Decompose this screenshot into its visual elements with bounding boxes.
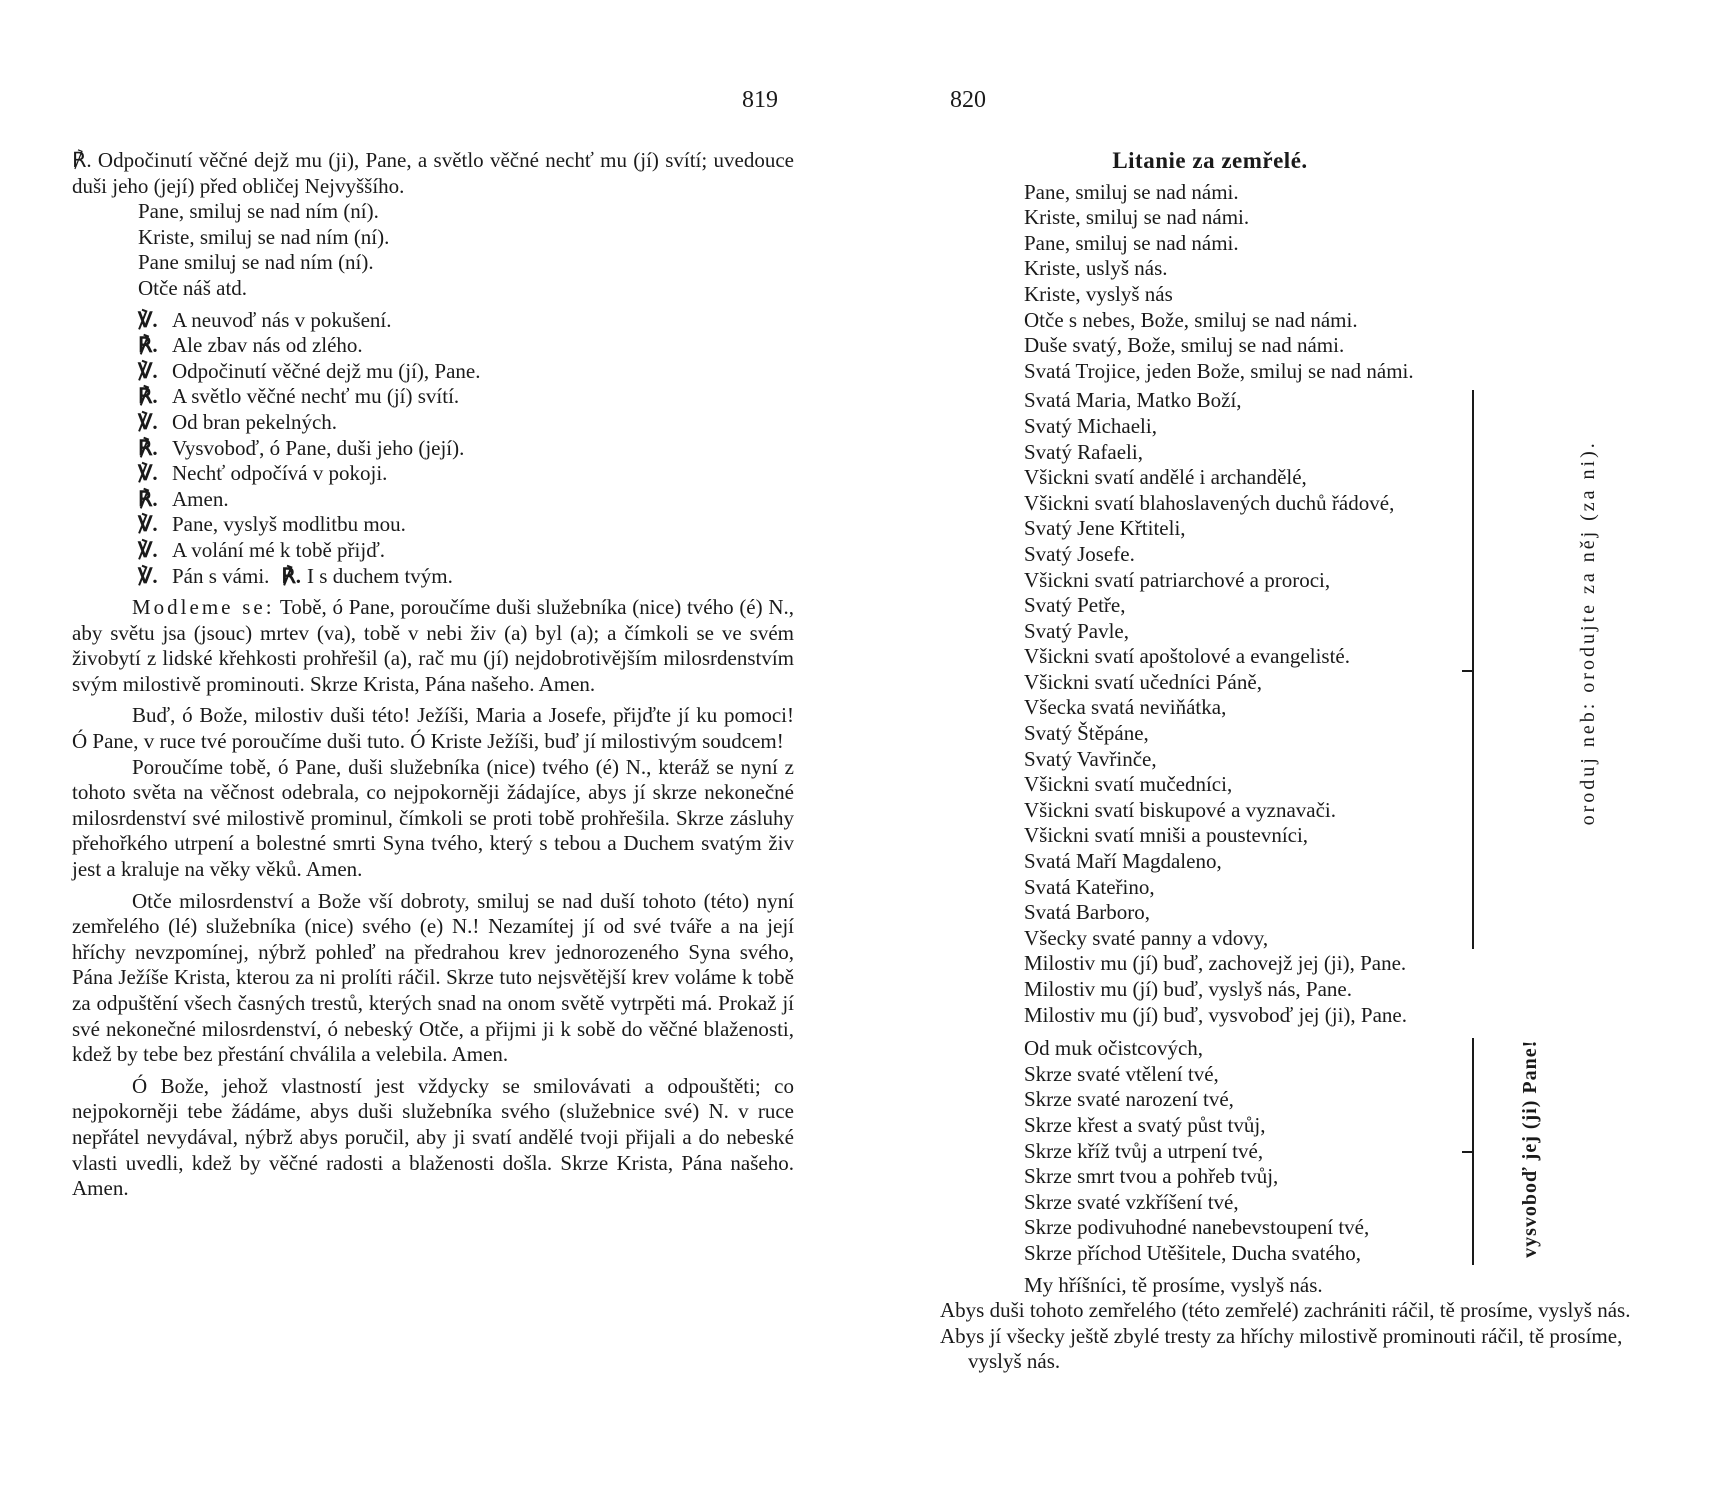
liberate-line: Skrze smrt tvou a pohřeb tvůj, — [1024, 1164, 1279, 1189]
saint-line: Všickni svatí patriarchové a proroci, — [1024, 567, 1331, 592]
liberate-line: Skrze svaté narození tvé, — [1024, 1087, 1234, 1112]
saint-line: Všecky svaté panny a vdovy, — [1024, 925, 1269, 950]
litany-line: Kriste, uslyš nás. — [1024, 256, 1168, 281]
liberate-line: Skrze podivuhodné nanebevstoupení tvé, — [1024, 1215, 1370, 1240]
litany-line: Otče s nebes, Bože, smiluj se nad námi. — [1024, 307, 1358, 332]
page-number-left: 819 — [742, 87, 778, 113]
versicle-symbol: ℟. — [138, 435, 158, 460]
liberate-line: Skrze svaté vzkříšení tvé, — [1024, 1189, 1239, 1214]
versicle-list — [138, 308, 794, 590]
saints-response: oroduj neb: orodujte za něj (za ni). — [1577, 440, 1600, 826]
versicle — [138, 410, 794, 436]
versicle-symbol: ℟. — [138, 486, 158, 511]
saint-line: Všickni svatí apoštolové a evangelisté. — [1024, 644, 1351, 669]
versicle — [138, 436, 794, 462]
petition-line: Abys duši tohoto zemřelého (této zemřelé) zachrániti ráčil, tě prosíme, vyslyš nás. — [940, 1298, 1631, 1323]
saints-block — [1024, 388, 1660, 951]
versicle-symbol: ℣. — [138, 409, 158, 434]
litany-line: Svatá Trojice, jeden Bože, smiluj se nad námi. — [1024, 358, 1414, 383]
saint-line: Svatý Štěpáne, — [1024, 721, 1149, 746]
versicle-symbol: ℟. — [138, 384, 158, 409]
petition-line: My hříšníci, tě prosíme, vyslyš nás. — [1024, 1272, 1323, 1297]
litany-line: Kriste, smiluj se nad námi. — [1024, 205, 1250, 230]
mercy-line: Milostiv mu (jí) buď, zachovejž jej (ji), Pane. — [1024, 951, 1407, 976]
kyrie-line: Pane smiluj se nad ním (ní). — [138, 250, 374, 275]
saint-line: Svatý Michaeli, — [1024, 413, 1157, 438]
petition-line: Abys jí všecky ještě zbylé tresty za hříchy milostivě prominouti ráčil, tě prosíme, vyslyš nás. — [940, 1323, 1623, 1374]
versicle — [138, 333, 794, 359]
liberate-line: Skrze příchod Utěšitele, Ducha svatého, — [1024, 1240, 1362, 1265]
versicle-text: A volání mé k tobě přijď. — [172, 537, 386, 562]
versicle-symbol: ℣. — [138, 307, 158, 332]
liberate-line: Skrze svaté vtělení tvé, — [1024, 1061, 1219, 1086]
saint-line: Svatý Jene Křtiteli, — [1024, 516, 1186, 541]
prayer-paragraph: Otče milosrdenství a Bože vší dobroty, smiluj se nad duší tohoto (této) nyní zemřelého (lé) služebníka (nice) svého (e) N.! Nezamítej jí od své tváře a na její hříchy nevzpomínej, nýbrž pohleď na předrahou krev jednorozeného Syna svého, Pána Ježíše Krista, kterou za ni prolíti ráčil. Skrze tuto nejsvětější krev voláme k tobě za odpuštění všech časných trestů, kterých snad na onom světě vytrpěti má. Prokaž jí své nekonečné milosrdenství, ó nebeský Otče, a přijmi ji k sobě do věčné blaženosti, kdež by tebe bez přestání chválila a velebila. Amen. — [72, 888, 794, 1067]
litany-line: Pane, smiluj se nad námi. — [1024, 179, 1239, 204]
left-page — [72, 148, 794, 1202]
saint-line: Všickni svatí učedníci Páně, — [1024, 669, 1262, 694]
prayer-label: Modleme se: — [132, 595, 275, 620]
litany-title: Litanie za zemřelé. — [1112, 148, 1308, 173]
saint-line: Svatá Maria, Matko Boží, — [1024, 388, 1242, 413]
versicle-symbol: ℣. — [138, 537, 158, 562]
page-number-right: 820 — [950, 87, 986, 113]
saint-line: Svatý Pavle, — [1024, 618, 1129, 643]
versicle-symbol: ℣. — [138, 512, 158, 537]
versicle-text: Amen. — [172, 486, 229, 511]
prayer-paragraph: Poroučíme tobě, ó Pane, duši služebníka (nice) tvého (é) N., kteráž se nyní z tohoto světa na věčnost odebrala, co nejpokorněji žádajíce, abys jí skrze nekonečné milosrdenství své milostivě prominul, čímkoli se proti tobě prohřešila. Skrze zásluhy přehořkého utrpení a bolestné smrti Syna tvého, který s tebou a Duchem svatým živ jest a kraluje na věky věků. Amen. — [72, 754, 794, 882]
mercy-line: Milostiv mu (jí) buď, vysvoboď jej (ji), Pane. — [1024, 1002, 1407, 1027]
saints-bracket — [1472, 390, 1474, 949]
versicle-text: A světlo věčné nechť mu (jí) svítí. — [172, 384, 460, 409]
litany-opening — [1024, 180, 1660, 385]
versicle — [138, 461, 794, 487]
mercy-list — [1024, 951, 1660, 1028]
saint-line: Svatá Kateřino, — [1024, 874, 1155, 899]
liberate-response: vysvoboď jej (ji) Pane! — [1519, 1039, 1542, 1259]
litany-line: Pane, smiluj se nad námi. — [1024, 230, 1239, 255]
versicle — [138, 564, 794, 590]
versicle-symbol: ℣. — [138, 358, 158, 383]
prayer-commendation — [72, 595, 794, 697]
saint-line: Svatý Josefe. — [1024, 541, 1135, 566]
versicle — [138, 538, 794, 564]
right-page — [940, 148, 1660, 1375]
saint-line: Všickni svatí andělé i archandělé, — [1024, 465, 1307, 490]
mercy-line: Milostiv mu (jí) buď, vyslyš nás, Pane. — [1024, 977, 1352, 1001]
saint-line: Svatý Petře, — [1024, 593, 1126, 618]
kyrie-line: Kriste, smiluj se nad ním (ní). — [138, 224, 390, 249]
intro-response: ℟. Odpočinutí věčné dejž mu (ji), Pane, a světlo věčné nechť mu (jí) svítí; uvedouce duši jeho (její) před obličej Nejvyššího. — [72, 148, 794, 198]
saint-line: Všickni svatí mučedníci, — [1024, 772, 1233, 797]
litany-line: Duše svatý, Bože, smiluj se nad námi. — [1024, 333, 1345, 358]
petitions-list — [940, 1273, 1660, 1375]
liberate-bracket — [1472, 1038, 1474, 1264]
saint-line: Všickni svatí biskupové a vyznavači. — [1024, 797, 1337, 822]
versicle-text: Pane, vyslyš modlitbu mou. — [172, 512, 406, 537]
prayer-text: Tobě, ó Pane, poroučíme duši služebníka (nice) tvého (é) N., aby světu jsa (jsouc) mrtev (va), tobě v nebi živ (a) byl (a); a čímkoli se ve svém živobytí z lidské křehkosti prohřešil (a), rač mu (jí) nejdobrotivějším milosrdenstvím svým milostivě prominouti. Skrze Krista, Pána našeho. Amen. — [72, 595, 795, 696]
versicle-text: Od bran pekelných. — [172, 409, 338, 434]
saint-line: Svatá Barboro, — [1024, 900, 1150, 925]
versicle-text: Vysvoboď, ó Pane, duši jeho (její). — [172, 435, 465, 460]
versicle-symbol: ℟. — [138, 333, 158, 358]
saints-list — [1024, 388, 1660, 951]
versicle-text: Odpočinutí věčné dejž mu (jí), Pane. — [172, 358, 481, 383]
kyrie-line: Otče náš atd. — [138, 275, 248, 300]
versicle-text: Ale zbav nás od zlého. — [172, 333, 363, 358]
versicle-text: Pán s vámi. — [172, 563, 270, 588]
liberate-line: Od muk očistcových, — [1024, 1036, 1204, 1061]
versicle-text: Nechť odpočívá v pokoji. — [172, 461, 388, 486]
saint-line: Svatý Vavřinče, — [1024, 746, 1157, 771]
versicle-symbol: ℣. — [138, 461, 158, 486]
versicle — [138, 308, 794, 334]
kyrie-list — [138, 199, 794, 301]
versicle — [138, 487, 794, 513]
versicle-symbol: ℣. — [138, 563, 158, 588]
versicle — [138, 384, 794, 410]
liberate-list — [1024, 1036, 1660, 1266]
versicle — [138, 359, 794, 385]
liberate-line: Skrze křest a svatý půst tvůj, — [1024, 1112, 1266, 1137]
litany-line: Kriste, vyslyš nás — [1024, 281, 1173, 306]
saint-line: Svatý Rafaeli, — [1024, 439, 1143, 464]
prayer-paragraph: Buď, ó Bože, milostiv duši této! Ježíši, Maria a Josefe, přijďte jí ku pomoci! Ó Pane, v ruce tvé poroučíme duši tuto. Ó Kriste Ježíši, buď jí milostivým soudcem! — [72, 703, 794, 754]
response-text: I s duchem tvým. — [307, 563, 453, 588]
saint-line: Všickni svatí blahoslavených duchů řádové, — [1024, 490, 1395, 515]
saint-line: Všecka svatá neviňátka, — [1024, 695, 1227, 720]
saint-line: Svatá Maří Magdaleno, — [1024, 849, 1222, 874]
prayer-paragraph: Ó Bože, jehož vlastností jest vždycky se smilovávati a odpouštěti; co nejpokorněji tebe žádáme, abys duši služebníka svého (služebnice své) N. v ruce nepřátel nevydával, nýbrž abys poručil, aby ji svatí andělé tvoji přijali a do nebeské vlasti uvedli, kdež by věčné radosti a blaženosti došla. Skrze Krista, Pána našeho. Amen. — [72, 1073, 794, 1201]
liberate-line: Skrze kříž tvůj a utrpení tvé, — [1024, 1138, 1264, 1163]
saint-line: Všickni svatí mniši a poustevníci, — [1024, 823, 1309, 848]
response-symbol: ℟. — [281, 563, 302, 588]
kyrie-line: Pane, smiluj se nad ním (ní). — [138, 199, 379, 224]
versicle-text: A neuvoď nás v pokušení. — [172, 307, 392, 332]
liberate-block — [1024, 1036, 1660, 1266]
versicle — [138, 512, 794, 538]
